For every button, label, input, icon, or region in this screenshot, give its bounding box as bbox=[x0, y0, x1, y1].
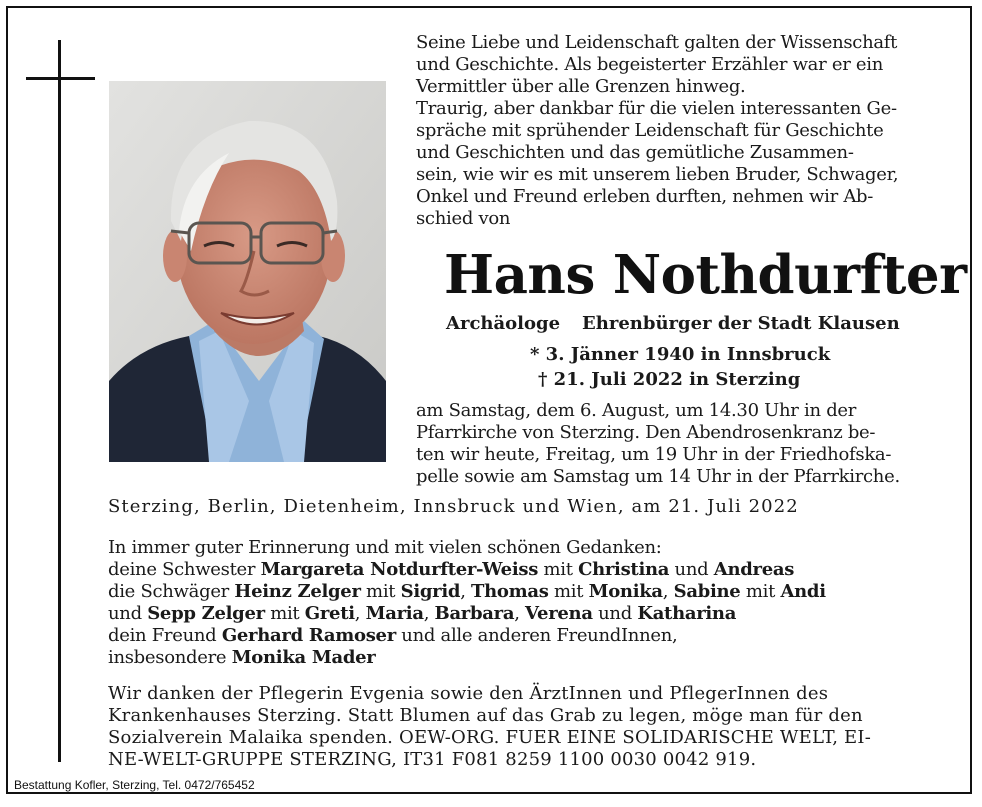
mourners-line: deine Schwester Margareta Notdurfter-Weiss mit Christina und Andreas bbox=[108, 559, 795, 580]
thanks-line: Wir danken der Pflegerin Evgenia sowie den ÄrztInnen und PflegerInnen des bbox=[108, 683, 829, 704]
mourners-line: insbesondere Monika Mader bbox=[108, 647, 376, 668]
portrait-photo bbox=[109, 81, 386, 462]
deceased-name: Hans Nothdurfter bbox=[444, 244, 967, 306]
cross-horizontal-bar bbox=[26, 77, 95, 80]
deceased-honorary-title: Ehrenbürger der Stadt Klausen bbox=[582, 313, 900, 334]
birth-info: * 3. Jänner 1940 in Innsbruck bbox=[530, 344, 831, 365]
thanks-text bbox=[108, 683, 871, 771]
places-and-date: Sterzing, Berlin, Dietenheim, Innsbruck und Wien, am 21. Juli 2022 bbox=[108, 496, 799, 517]
intro-line: schied von bbox=[416, 208, 511, 229]
deceased-profession: Archäologe bbox=[446, 313, 561, 334]
service-line: ten wir heute, Freitag, um 19 Uhr in der Friedhofska- bbox=[416, 444, 892, 465]
thanks-line: NE-WELT-GRUPPE STERZING, IT31 F081 8259 1100 0030 0042 919. bbox=[108, 749, 757, 770]
service-text bbox=[416, 400, 900, 488]
deceased-titles bbox=[446, 313, 900, 335]
funeral-home-footer: Bestattung Kofler, Sterzing, Tel. 0472/765452 bbox=[14, 778, 255, 792]
service-line: Pfarrkirche von Sterzing. Den Abendrosenkranz be- bbox=[416, 422, 876, 443]
intro-line: sein, wie wir es mit unserem lieben Bruder, Schwager, bbox=[416, 164, 899, 185]
thanks-line: Sozialverein Malaika spenden. OEW-ORG. FUER EINE SOLIDARISCHE WELT, EI- bbox=[108, 727, 871, 748]
intro-line: Vermittler über alle Grenzen hinweg. bbox=[416, 76, 746, 97]
mourners-intro: In immer guter Erinnerung und mit vielen schönen Gedanken: bbox=[108, 537, 662, 558]
mourners-list bbox=[108, 537, 826, 669]
cross-vertical-bar bbox=[58, 40, 61, 762]
death-info: † 21. Juli 2022 in Sterzing bbox=[538, 369, 801, 390]
thanks-line: Krankenhauses Sterzing. Statt Blumen auf das Grab zu legen, möge man für den bbox=[108, 705, 863, 726]
intro-line: Traurig, aber dankbar für die vielen interessanten Ge- bbox=[416, 98, 897, 119]
mourners-line: die Schwäger Heinz Zelger mit Sigrid, Thomas mit Monika, Sabine mit Andi bbox=[108, 581, 826, 602]
intro-line: Onkel und Freund erleben durften, nehmen wir Ab- bbox=[416, 186, 874, 207]
intro-line: und Geschichte. Als begeisterter Erzähler war er ein bbox=[416, 54, 884, 75]
service-line: pelle sowie am Samstag um 14 Uhr in der Pfarrkirche. bbox=[416, 466, 900, 487]
intro-text bbox=[416, 32, 898, 230]
service-line: am Samstag, dem 6. August, um 14.30 Uhr in der bbox=[416, 400, 857, 421]
intro-line: und Geschichten und das gemütliche Zusammen- bbox=[416, 142, 854, 163]
intro-line: spräche mit sprühender Leidenschaft für Geschichte bbox=[416, 120, 884, 141]
intro-line: Seine Liebe und Leidenschaft galten der Wissenschaft bbox=[416, 32, 898, 53]
mourners-line: und Sepp Zelger mit Greti, Maria, Barbara, Verena und Katharina bbox=[108, 603, 737, 624]
mourners-line: dein Freund Gerhard Ramoser und alle anderen FreundInnen, bbox=[108, 625, 678, 646]
